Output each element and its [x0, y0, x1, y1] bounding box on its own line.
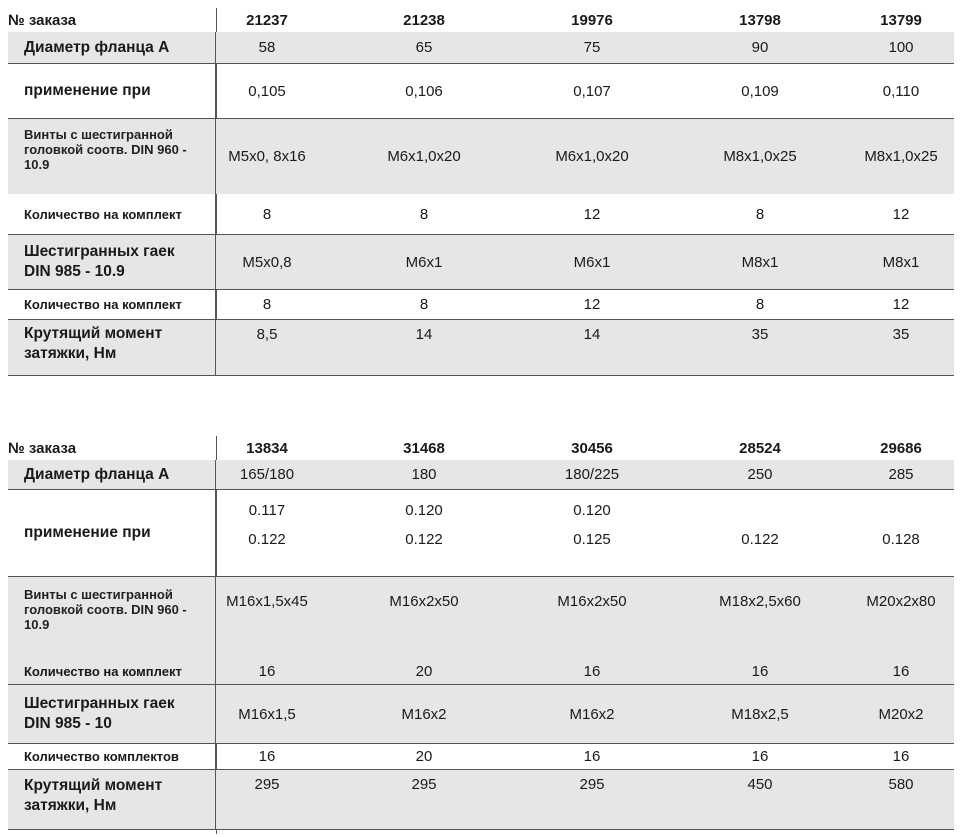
table-cell: M16x2x50 [389, 593, 459, 610]
table-cell: 8 [419, 205, 429, 223]
row-label: Крутящий момент затяжки, Нм [8, 770, 216, 829]
table-cell: 14 [583, 326, 601, 343]
row-label: применение при [8, 490, 216, 576]
order-number-row [8, 436, 954, 460]
table-cell: M16x2 [569, 705, 615, 723]
application-row [8, 64, 954, 118]
order-number: 13799 [880, 11, 922, 29]
table-cell: 16 [751, 748, 769, 765]
order-number: 19976 [571, 11, 613, 29]
table-cell: M20x2x80 [866, 593, 936, 610]
table-cell: 16 [583, 748, 601, 765]
table-cell: 0,109 [741, 82, 779, 100]
table-cell [882, 490, 920, 582]
table-cell: 16 [892, 662, 910, 680]
table-cell: M8x1 [741, 253, 779, 271]
table-cell: 12 [892, 296, 910, 313]
flange-diameter-row [8, 32, 954, 64]
table-cell: M5x0, 8x16 [228, 148, 306, 165]
value-top: 0.120 [573, 502, 611, 519]
table-cell: 8 [262, 205, 272, 223]
table-cell: 16 [583, 662, 601, 680]
table-cell: 0,110 [882, 82, 920, 100]
table-cell: 16 [258, 748, 276, 765]
table-cell: 16 [751, 662, 769, 680]
table-cell: M16x1,5 [238, 705, 296, 723]
value-bottom: 0.122 [741, 531, 779, 548]
row-label: Крутящий момент затяжки, Нм [8, 320, 216, 375]
order-number: 29686 [880, 439, 922, 457]
table-cell: M6x1 [573, 253, 611, 271]
table-cell: 20 [415, 662, 433, 680]
table-cell [573, 490, 611, 582]
table-cell: 35 [892, 326, 910, 343]
table-cell: M16x2 [401, 705, 447, 723]
value-top: 0.117 [248, 502, 286, 519]
table-cell: 8,5 [256, 326, 278, 343]
row-label: Винты с шестигранной головкой соотв. DIN 960 - 10.9 [8, 119, 216, 194]
table-cell: 65 [415, 39, 433, 56]
table-cell: M8x1,0x25 [723, 148, 797, 165]
application-row [8, 490, 954, 576]
table-cell [248, 490, 286, 582]
table-cell: 12 [583, 205, 601, 223]
order-number-label: № заказа [8, 11, 77, 29]
quantity-row [8, 290, 954, 320]
table-cell: 75 [583, 39, 601, 56]
row-label: Винты с шестигранной головкой соотв. DIN 960 - 10.9 [8, 577, 216, 658]
specs-table-2 [8, 436, 954, 830]
table-cell: M5x0,8 [242, 253, 292, 271]
row-label: Шестигранных гаек DIN 985 - 10.9 [8, 235, 216, 289]
order-number-row [8, 8, 954, 32]
row-label: применение при [8, 64, 216, 118]
table-cell: 8 [755, 205, 765, 223]
table-cell: 12 [892, 205, 910, 223]
table-cell: 8 [262, 296, 272, 313]
order-number: 13798 [739, 11, 781, 29]
table-cell: 285 [888, 466, 914, 483]
order-number: 28524 [739, 439, 781, 457]
table-cell: M16x2x50 [557, 593, 627, 610]
order-number-label: № заказа [8, 439, 77, 457]
table-cell: M6x1 [405, 253, 443, 271]
order-number: 31468 [403, 439, 445, 457]
order-number: 21238 [403, 11, 445, 29]
table-cell [741, 490, 779, 582]
table-cell: M6x1,0x20 [555, 148, 629, 165]
table-cell: 16 [892, 748, 910, 765]
nuts-row [8, 684, 954, 744]
table-cell: 450 [747, 776, 773, 793]
row-label: Количество на комплект [8, 658, 216, 684]
nuts-row [8, 234, 954, 290]
quantity-row [8, 658, 954, 684]
table-cell: 8 [419, 296, 429, 313]
torque-row [8, 320, 954, 376]
table-cell: 16 [258, 662, 276, 680]
table-cell: 165/180 [239, 466, 295, 483]
order-number: 21237 [246, 11, 288, 29]
screws-row [8, 118, 954, 194]
table-cell: 20 [415, 748, 433, 765]
table-cell [405, 490, 443, 582]
table-cell: 90 [751, 39, 769, 56]
table-cell: M8x1 [882, 253, 920, 271]
specs-table-1 [8, 8, 954, 376]
table-cell: 35 [751, 326, 769, 343]
value-bottom: 0.122 [405, 531, 443, 548]
flange-diameter-row [8, 460, 954, 490]
value-bottom: 0.122 [248, 531, 286, 548]
table-cell: M8x1,0x25 [864, 148, 938, 165]
table-cell: 180 [411, 466, 437, 483]
table-cell: 295 [254, 776, 280, 793]
table-cell: 0,105 [248, 82, 286, 100]
table-cell: 14 [415, 326, 433, 343]
table-cell: 58 [258, 39, 276, 56]
table-cell: M6x1,0x20 [387, 148, 461, 165]
row-label: Диаметр фланца А [8, 32, 216, 63]
table-cell: M16x1,5x45 [226, 593, 308, 610]
table-cell: 180/225 [564, 466, 620, 483]
row-label: Диаметр фланца А [8, 460, 216, 489]
table-cell: M18x2,5x60 [719, 593, 801, 610]
table-cell: M20x2 [878, 705, 924, 723]
order-number: 13834 [246, 439, 288, 457]
table-cell: 0,106 [405, 82, 443, 100]
table-cell: 12 [583, 296, 601, 313]
table-cell: 8 [755, 296, 765, 313]
row-label: Количество на комплект [8, 290, 216, 319]
table-cell: M18x2,5 [731, 705, 789, 723]
row-label: Количество комплектов [8, 744, 216, 769]
table-cell: 295 [411, 776, 437, 793]
table-cell: 295 [579, 776, 605, 793]
screws-row [8, 576, 954, 658]
table-cell: 100 [888, 39, 914, 56]
table-cell: 0,107 [573, 82, 611, 100]
order-number: 30456 [571, 439, 613, 457]
torque-row [8, 770, 954, 830]
row-label: Количество на комплект [8, 194, 216, 234]
value-top: 0.120 [405, 502, 443, 519]
value-bottom: 0.125 [573, 531, 611, 548]
value-bottom: 0.128 [882, 531, 920, 548]
row-label: Шестигранных гаек DIN 985 - 10 [8, 685, 216, 743]
quantity-row [8, 744, 954, 770]
table-cell: 580 [888, 776, 914, 793]
quantity-row [8, 194, 954, 234]
table-cell: 250 [747, 466, 773, 483]
